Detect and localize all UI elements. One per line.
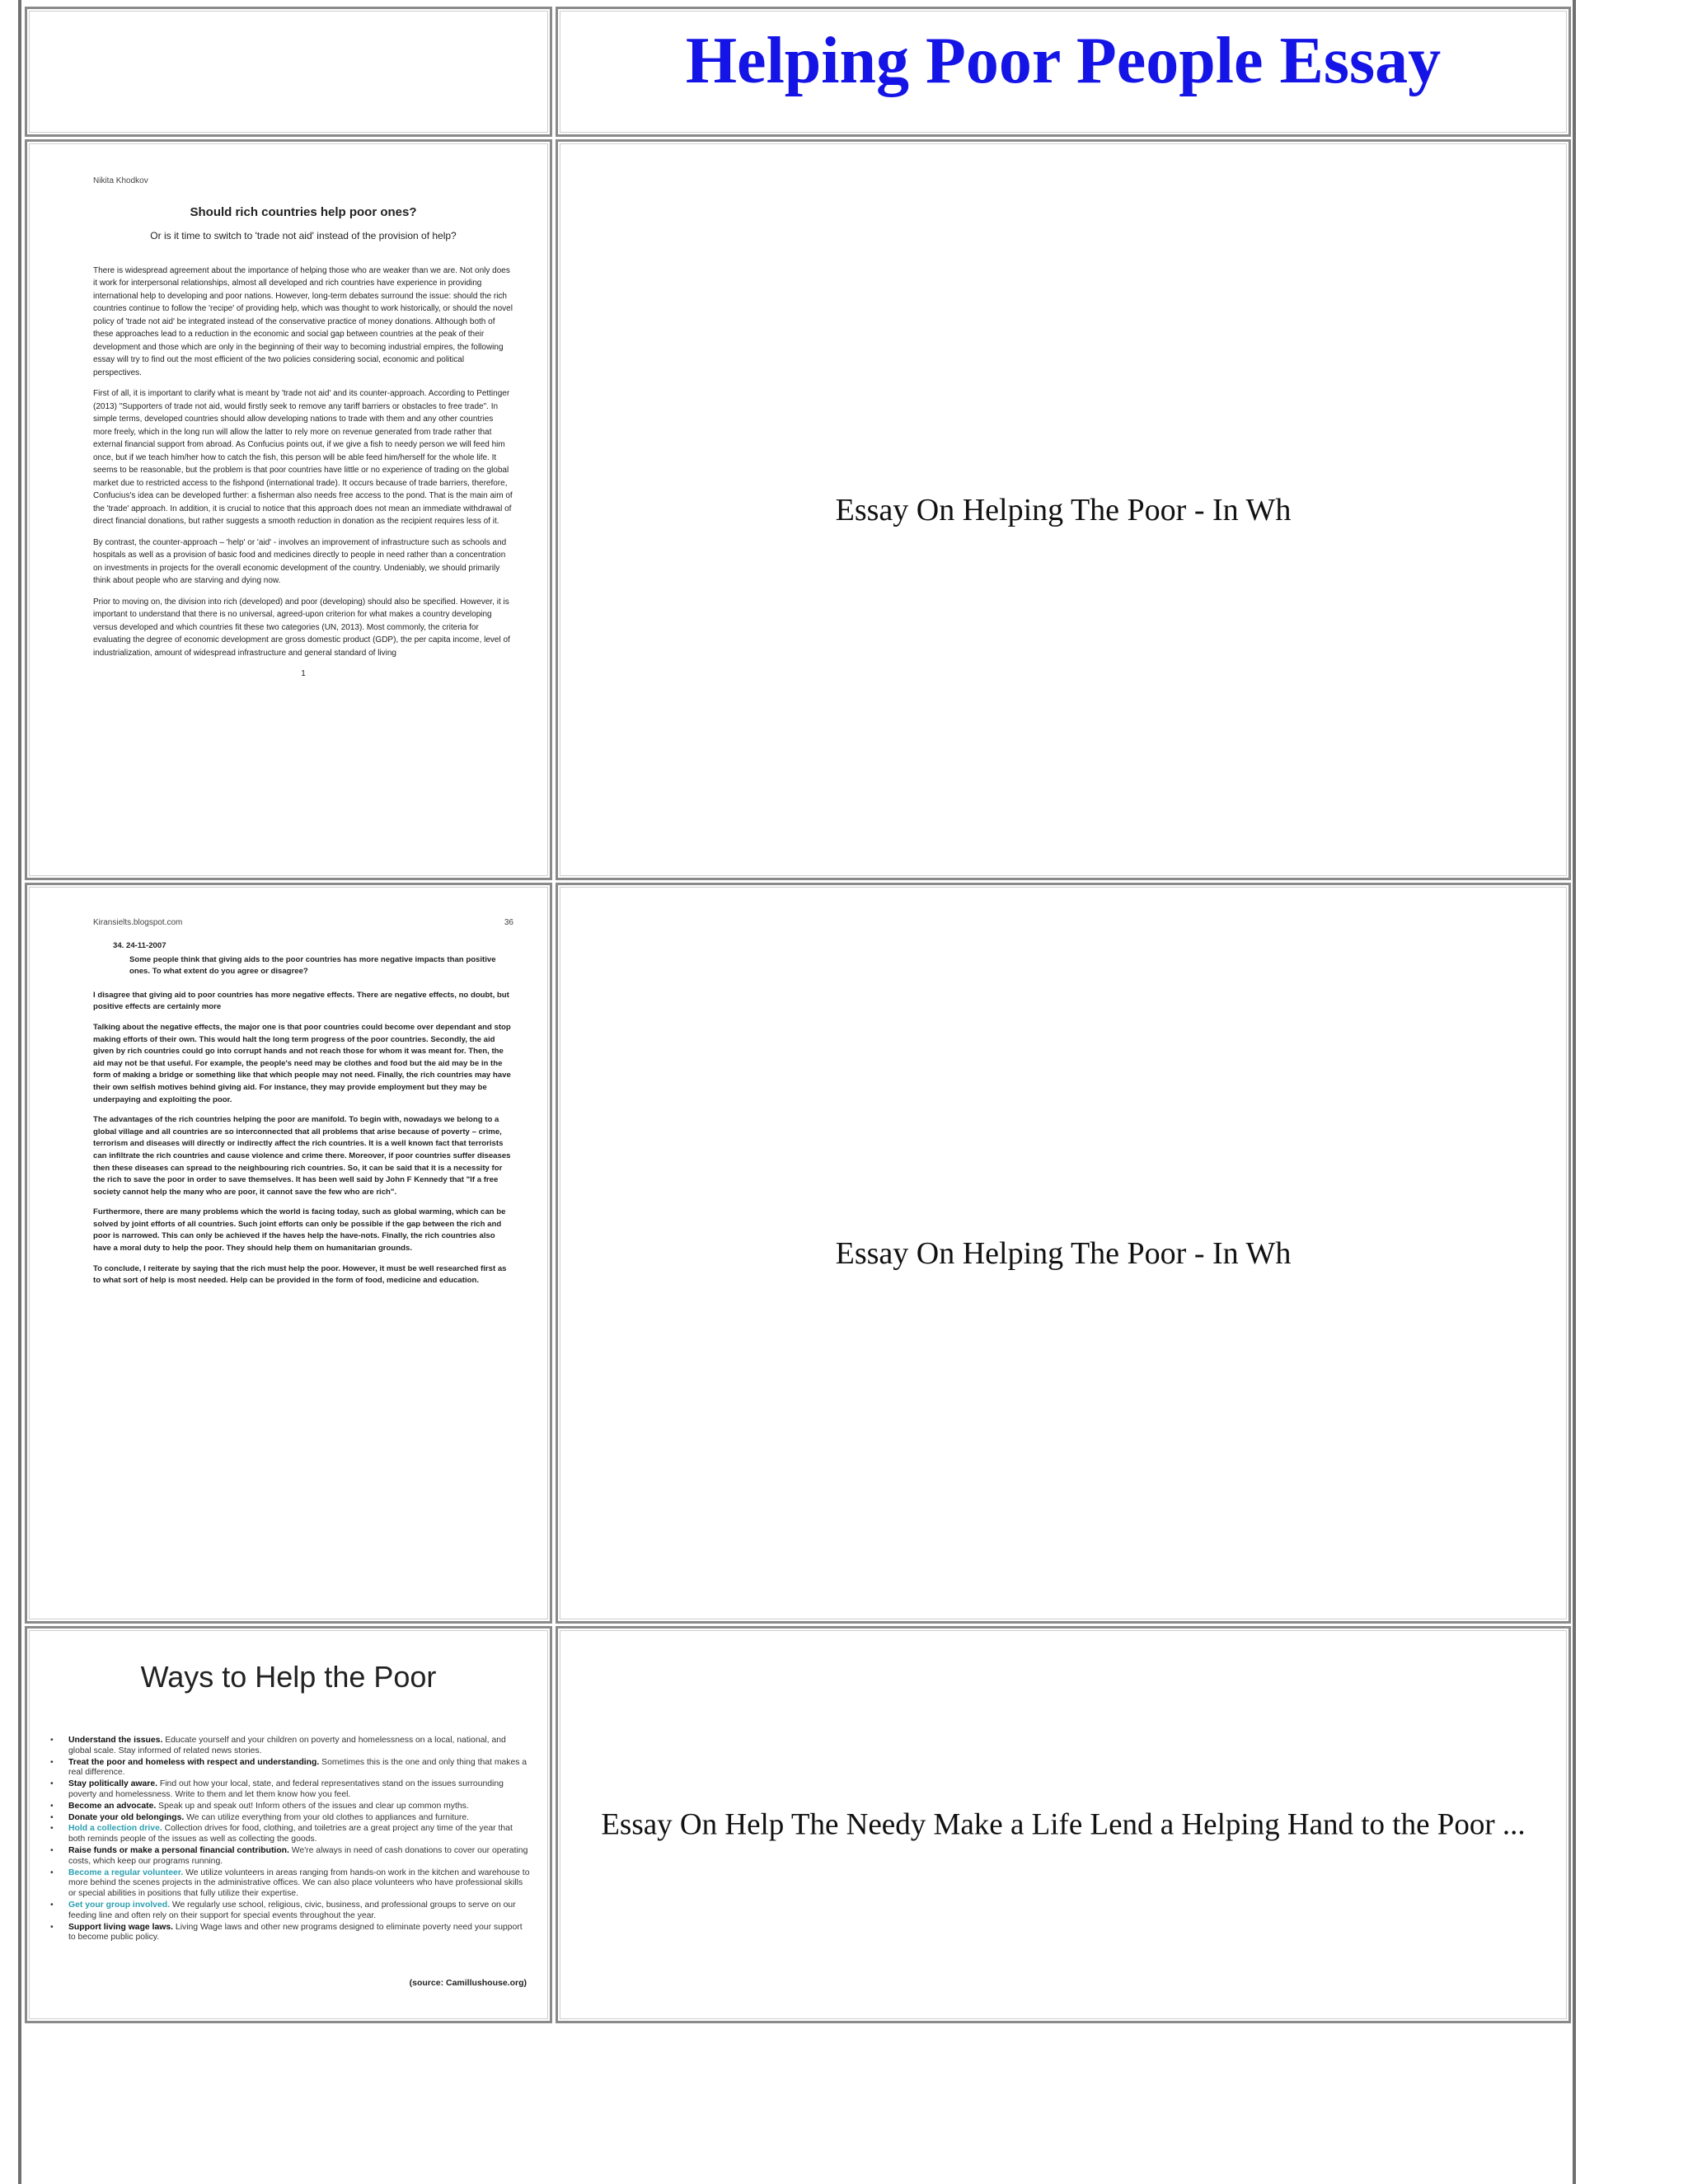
- image-caption-link[interactable]: Essay On Helping The Poor - In Wh: [835, 492, 1292, 527]
- ways-title: Ways to Help the Poor: [140, 1660, 437, 1694]
- item-lead: Understand the issues.: [68, 1736, 163, 1745]
- essay-page-thumbnail-2: [93, 918, 513, 1296]
- item-text: We regularly use school, religious, civic, business, and professional groups to serve on our feeding line and often rely on their support for special events throughout the year.: [68, 1900, 516, 1920]
- item-text: We can utilize everything from your old clothes to appliances and furniture.: [184, 1812, 470, 1822]
- item-lead: Become a regular volunteer.: [68, 1868, 184, 1877]
- doc-question: Some people think that giving aids to the poor countries has more negative impacts than positive ones. To what extent do you agree or disagree?: [129, 954, 496, 977]
- doc-paragraph: There is widespread agreement about the importance of helping those who are weaker than we are. Not only does it work for interpersonal relationships, almost all developed and rich countries have experience in providing international help to developing and poor nations. However, long-term debates surround the issue: should the rich countries continue to follow the 'recipe' of providing help, which was thought to work historically, or should the novel policy of 'trade not aid' be integrated instead of the conservative practice of money donations. Although both of these approaches lead to a reduction in the economic and social gap between countries at the peak of their development and those which are only in the beginning of their way to becoming industrial empires, the following essay will try to find out the most efficient of the two policies considering social, economic and political perspectives.: [93, 265, 513, 377]
- item-lead: Hold a collection drive.: [68, 1824, 162, 1834]
- item-lead: Treat the poor and homeless with respect and understanding.: [68, 1757, 320, 1767]
- doc-heading: Should rich countries help poor ones?: [190, 204, 417, 219]
- list-item: [50, 1900, 530, 1922]
- item-text: Collection drives for food, clothing, and toiletries are a great project any time of the year that both reminds people of the issues as well as collecting the goods.: [68, 1824, 513, 1844]
- item-lead: Raise funds or make a personal financial contribution.: [68, 1845, 289, 1855]
- doc-page-number: 1: [301, 669, 306, 678]
- source-credit: (source: Camillushouse.org): [409, 1978, 527, 1988]
- item-lead: Support living wage laws.: [68, 1922, 174, 1932]
- item-lead: Get your group involved.: [68, 1900, 170, 1910]
- list-item: [50, 1923, 530, 1944]
- ways-list: [50, 1736, 530, 1944]
- list-item: [50, 1846, 530, 1868]
- item-lead: Become an advocate.: [68, 1801, 157, 1811]
- doc-paragraph: To conclude, I reiterate by saying that the rich must help the poor. However, it must be well researched first as to what sort of help is most needed. Help can be provided in the form of food, medicine and education.: [93, 1263, 507, 1286]
- item-text: We utilize volunteers in areas ranging from hands-on work in the kitchen and warehouse to more behind the scenes projects in the administrative offices. We can also place volunteers who have professional skills or special abilities in positions that fully utilize their expertise.: [68, 1868, 530, 1899]
- list-item: [50, 1736, 530, 1757]
- doc-paragraph: Talking about the negative effects, the major one is that poor countries could become over dependant and stop making efforts of their own. This would halt the long term progress of the poor countries. Secondly, the aid given by rich countries could go into corrupt hands and not reach those for whom it was meant for. Then, the aid may not be that useful. For example, the people's need may be clothes and food but the aid may be in the form of making a bridge or something like that which people may not need. Finally, the rich countries may have their own selfish motives behind giving aid. For instance, they may provide employment but they may be underpaying and exploiting the poor.: [93, 1022, 511, 1104]
- doc-page-number: 36: [504, 918, 513, 927]
- essay-page-thumbnail-1: [93, 175, 513, 689]
- doc-paragraph: Prior to moving on, the division into rich (developed) and poor (developing) should also be specified. However, it is important to understand that there is no universal, agreed-upon criterion for what makes a country developing versus developed and which countries fit these two categories (UN, 2013). Most commonly, the criteria for evaluating the degree of economic development are gross domestic product (GDP), the per capita income, level of industrialization, amount of widespread infrastructure and general standard of living: [93, 597, 510, 658]
- doc-paragraph: The advantages of the rich countries helping the poor are manifold. To begin with, nowadays we belong to a global village and all countries are so interconnected that all problems that arise because of poverty – crime, terrorism and diseases will directly or indirectly affect the rich countries. It is a well known fact that terrorists can infiltrate the rich countries and cause violence and crime there. Moreover, if poor countries suffer diseases then these diseases can spread to the neighbouring rich countries. So, it can be said that it is a necessity for the rich to save the poor in order to save themselves. It has been well said by John F Kennedy that "If a free society cannot help the many who are poor, it cannot save the few who are rich".: [93, 1115, 511, 1197]
- item-text: Educate yourself and your children on poverty and homelessness on a local, national, and global scale. Stay informed of related news stories.: [68, 1736, 506, 1755]
- list-item: [50, 1868, 530, 1900]
- page-title: Helping Poor People Essay: [685, 25, 1442, 97]
- caption-cell-3[interactable]: [556, 1626, 1571, 2023]
- list-item: [50, 1813, 530, 1824]
- item-text: We're always in need of cash donations to cover our operating costs, which keep our programs running.: [68, 1845, 528, 1866]
- header-left-cell: [25, 7, 552, 137]
- header-title-cell: [556, 7, 1571, 137]
- doc-paragraph: Furthermore, there are many problems which the world is facing today, such as global warming, which can be solved by joint efforts of all countries. Such joint efforts can only be possible if the gap between the rich and poor is narrowed. This can only be achieved if the haves help the have-nots. Finally, the rich countries also have a moral duty to help the poor. They should help them on humanitarian grounds.: [93, 1207, 506, 1254]
- doc-paragraph: I disagree that giving aid to poor countries has more negative effects. There are negative effects, no doubt, but positive effects are certainly more: [93, 990, 509, 1012]
- doc-paragraph: First of all, it is important to clarify what is meant by 'trade not aid' and its counter-approach. According to Pettinger (2013) "Supporters of trade not aid, would firstly seek to remove any tariff barriers or obstacles to free trade". In simple terms, developed countries should allow developing nations to trade with them and any other countries more freely, which in the long run will allow the latter to rely more on revenue generated from trade rather that external financial support from abroad. As Confucius points out, if we give a fish to needy person we will feed him once, but if we teach him/her how to catch the fish, this person will be able feed him/herself for the whole life. It seems to be reasonable, but the problem is that poor countries have little or no experience of trading on the global market due to restricted access to the fishpond (international trade). It occurs because of trade barriers, therefore, Confucius's idea can be developed further: a fisherman also needs free access to the pond. That is the main aim of the 'trade' approach. In addition, it is crucial to notice that this approach does not mean an immediate withdrawal of direct financial donations, but rather suggests a smooth reduction in donation as the recipient requires less of it.: [93, 389, 513, 526]
- item-text: Living Wage laws and other new programs designed to eliminate poverty need your support to become public policy.: [68, 1922, 523, 1943]
- doc-author: Nikita Khodkov: [93, 176, 148, 185]
- image-caption-link[interactable]: Essay On Help The Needy Make a Life Lend a Helping Hand to the Poor ...: [601, 1807, 1526, 1842]
- list-item: [50, 1758, 530, 1779]
- image-caption-link[interactable]: Essay On Helping The Poor - In Wh: [835, 1235, 1292, 1271]
- list-item: [50, 1802, 530, 1812]
- list-item: [50, 1779, 530, 1801]
- item-text: Find out how your local, state, and federal representatives stand on the issues surrounding poverty and homelessness. Write to them and let them know how you feel.: [68, 1779, 504, 1799]
- item-lead: Donate your old belongings.: [68, 1812, 185, 1822]
- doc-subheading: Or is it time to switch to 'trade not aid' instead of the provision of help?: [150, 230, 457, 241]
- item-text: Speak up and speak out! Inform others of the issues and clear up common myths.: [156, 1801, 469, 1811]
- thumbnail-cell-2[interactable]: [25, 883, 552, 1624]
- caption-cell-1[interactable]: [556, 139, 1571, 880]
- doc-site: Kiransielts.blogspot.com: [93, 918, 183, 927]
- doc-paragraph: By contrast, the counter-approach – 'help' or 'aid' - involves an improvement of infrastructure such as schools and hospitals as well as a provision of basic food and medicines directly to people in need rather than a concentration on investments in projects for the overall economic development of the country. Undeniably, we should primarily think about people who are starving and dying now.: [93, 537, 507, 585]
- caption-cell-2[interactable]: [556, 883, 1571, 1624]
- thumbnail-cell-1[interactable]: [25, 139, 552, 880]
- list-item: [50, 1824, 530, 1845]
- thumbnail-cell-3[interactable]: [25, 1626, 552, 2023]
- item-text: Sometimes this is the one and only thing that makes a real difference.: [68, 1757, 528, 1778]
- item-lead: Stay politically aware.: [68, 1779, 157, 1789]
- doc-item-number: 34. 24-11-2007: [113, 941, 166, 950]
